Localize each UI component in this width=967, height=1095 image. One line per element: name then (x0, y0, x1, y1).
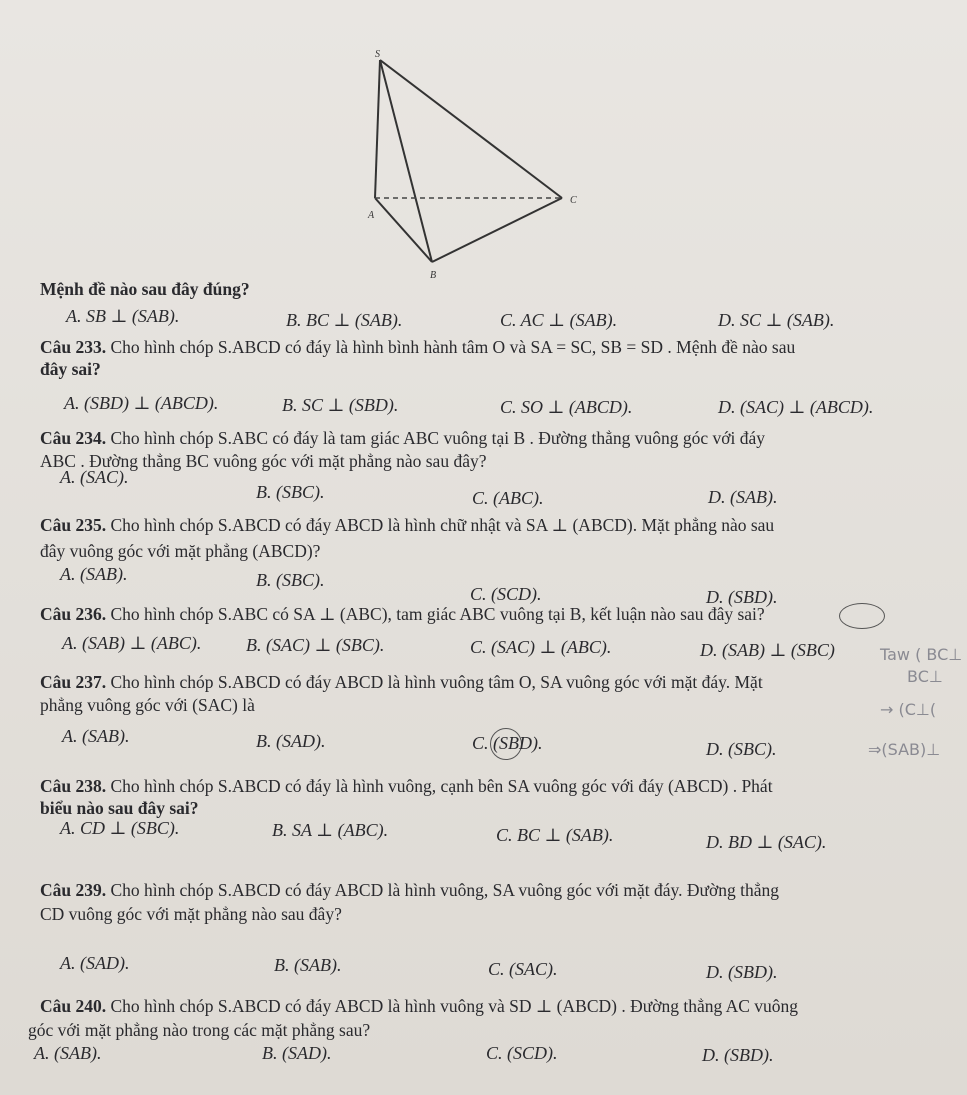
pyramid-figure (330, 48, 600, 280)
q233-label: Câu 233. (40, 337, 107, 357)
q236-option-c[interactable]: C. (SAC) ⊥ (ABC). (470, 637, 612, 657)
q234-option-b[interactable]: B. (SBC). (256, 482, 325, 502)
prev-question-text: Mệnh đề nào sau đây đúng? (40, 279, 250, 299)
q240-option-d[interactable]: D. (SBD). (702, 1045, 774, 1065)
q235-line1 (40, 514, 774, 536)
q234-text1: Cho hình chóp S.ABC có đáy là tam giác ABC vuông tại B . Đường thẳng vuông góc với đáy (110, 428, 766, 448)
q240-text1: Cho hình chóp S.ABCD có đáy ABCD là hình vuông và SD ⊥ (ABCD) . Đường thẳng AC vuông (110, 996, 799, 1016)
q236-line1 (40, 603, 765, 625)
margin-note-1: Taw ( BC⊥ (880, 645, 963, 664)
q237-text1: Cho hình chóp S.ABCD có đáy ABCD là hình vuông tâm O, SA vuông góc với mặt đáy. Mặt (110, 672, 763, 692)
q236-option-a[interactable]: A. (SAB) ⊥ (ABC). (62, 633, 202, 653)
q240-option-a[interactable]: A. (SAB). (34, 1043, 102, 1063)
q238-option-b[interactable]: B. SA ⊥ (ABC). (272, 820, 389, 840)
prev-option-b[interactable]: B. BC ⊥ (SAB). (286, 310, 403, 330)
q237-line1 (40, 671, 763, 693)
q234-option-d[interactable]: D. (SAB). (708, 487, 778, 507)
q238-line1 (40, 775, 773, 797)
q236-label: Câu 236. (40, 604, 107, 624)
q234-option-c[interactable]: C. (ABC). (472, 488, 544, 508)
edge-SA (375, 60, 380, 198)
label-S: S (375, 49, 380, 60)
q234-option-a[interactable]: A. (SAC). (60, 467, 129, 487)
q238-option-a[interactable]: A. CD ⊥ (SBC). (60, 818, 180, 838)
q238-label: Câu 238. (40, 776, 107, 796)
q239-option-c[interactable]: C. (SAC). (488, 959, 558, 979)
q233-line1 (40, 336, 795, 358)
q233-option-c[interactable]: C. SO ⊥ (ABCD). (500, 397, 633, 417)
q235-option-c[interactable]: C. (SCD). (470, 584, 542, 604)
label-C: C (570, 195, 577, 206)
q240-label: Câu 240. (40, 996, 107, 1016)
q234-label: Câu 234. (40, 428, 107, 448)
label-B: B (430, 270, 437, 280)
q235-option-d[interactable]: D. (SBD). (706, 587, 778, 607)
q233-option-d[interactable]: D. (SAC) ⊥ (ABCD). (718, 397, 874, 417)
q240-option-c[interactable]: C. (SCD). (486, 1043, 558, 1063)
q233-text1: Cho hình chóp S.ABCD có đáy là hình bình hành tâm O và SA = SC, SB = SD . Mệnh đề nào sau (110, 337, 796, 357)
q235-text1: Cho hình chóp S.ABCD có đáy ABCD là hình chữ nhật và SA ⊥ (ABCD). Mặt phẳng nào sau (110, 515, 775, 535)
q240-line2: góc với mặt phẳng nào trong các mặt phẳng sau? (28, 1020, 371, 1040)
q240-line1 (40, 995, 798, 1017)
q239-text1: Cho hình chóp S.ABCD có đáy ABCD là hình vuông, SA vuông góc với mặt đáy. Đường thẳng (110, 880, 780, 900)
q239-option-d[interactable]: D. (SBD). (706, 962, 778, 982)
q235-label: Câu 235. (40, 515, 107, 535)
q236-text1: Cho hình chóp S.ABC có SA ⊥ (ABC), tam giác ABC vuông tại B, kết luận nào sau đây sai? (110, 604, 765, 624)
prev-option-a[interactable]: A. SB ⊥ (SAB). (66, 306, 180, 326)
q240-option-b[interactable]: B. (SAD). (262, 1043, 332, 1063)
q236-option-d[interactable]: D. (SAB) ⊥ (SBC) (700, 640, 835, 660)
q237-option-b[interactable]: B. (SAD). (256, 731, 326, 751)
q233-option-b[interactable]: B. SC ⊥ (SBD). (282, 395, 399, 415)
q239-option-b[interactable]: B. (SAB). (274, 955, 342, 975)
q238-option-d[interactable]: D. BD ⊥ (SAC). (706, 832, 827, 852)
q239-label: Câu 239. (40, 880, 107, 900)
q237-option-c[interactable]: C. (SBD). (472, 733, 543, 753)
q235-option-a[interactable]: A. (SAB). (60, 564, 128, 584)
prev-option-d[interactable]: D. SC ⊥ (SAB). (718, 310, 835, 330)
q235-option-b[interactable]: B. (SBC). (256, 570, 325, 590)
edge-BC (432, 198, 562, 262)
q233-option-a[interactable]: A. (SBD) ⊥ (ABCD). (64, 393, 219, 413)
q237-option-a[interactable]: A. (SAB). (62, 726, 130, 746)
q233-line2: đây sai? (40, 359, 101, 379)
q238-option-c[interactable]: C. BC ⊥ (SAB). (496, 825, 614, 845)
margin-note-4: ⇒(SAB)⊥ (868, 740, 941, 759)
q239-option-a[interactable]: A. (SAD). (60, 953, 130, 973)
q238-line2: biểu nào sau đây sai? (40, 798, 199, 818)
sai-circle-mark (839, 603, 885, 629)
q236-option-b[interactable]: B. (SAC) ⊥ (SBC). (246, 635, 385, 655)
prev-option-c[interactable]: C. AC ⊥ (SAB). (500, 310, 618, 330)
q234-line2: ABC . Đường thẳng BC vuông góc với mặt phẳng nào sau đây? (40, 451, 487, 471)
edge-SC (380, 60, 562, 198)
margin-note-2: BC⊥ (907, 667, 943, 686)
q235-line2: đây vuông góc với mặt phẳng (ABCD)? (40, 541, 321, 561)
q237-option-d[interactable]: D. (SBC). (706, 739, 777, 759)
q238-text1: Cho hình chóp S.ABCD có đáy là hình vuông, cạnh bên SA vuông góc với đáy (ABCD) . Phát (110, 776, 773, 796)
q239-line2: CD vuông góc với mặt phẳng nào sau đây? (40, 904, 342, 924)
q239-line1 (40, 879, 779, 901)
q237-label: Câu 237. (40, 672, 107, 692)
q234-line1 (40, 427, 765, 449)
margin-note-3: → (C⊥( (880, 700, 937, 719)
q237-line2: phẳng vuông góc với (SAC) là (40, 695, 255, 715)
label-A: A (368, 210, 375, 221)
